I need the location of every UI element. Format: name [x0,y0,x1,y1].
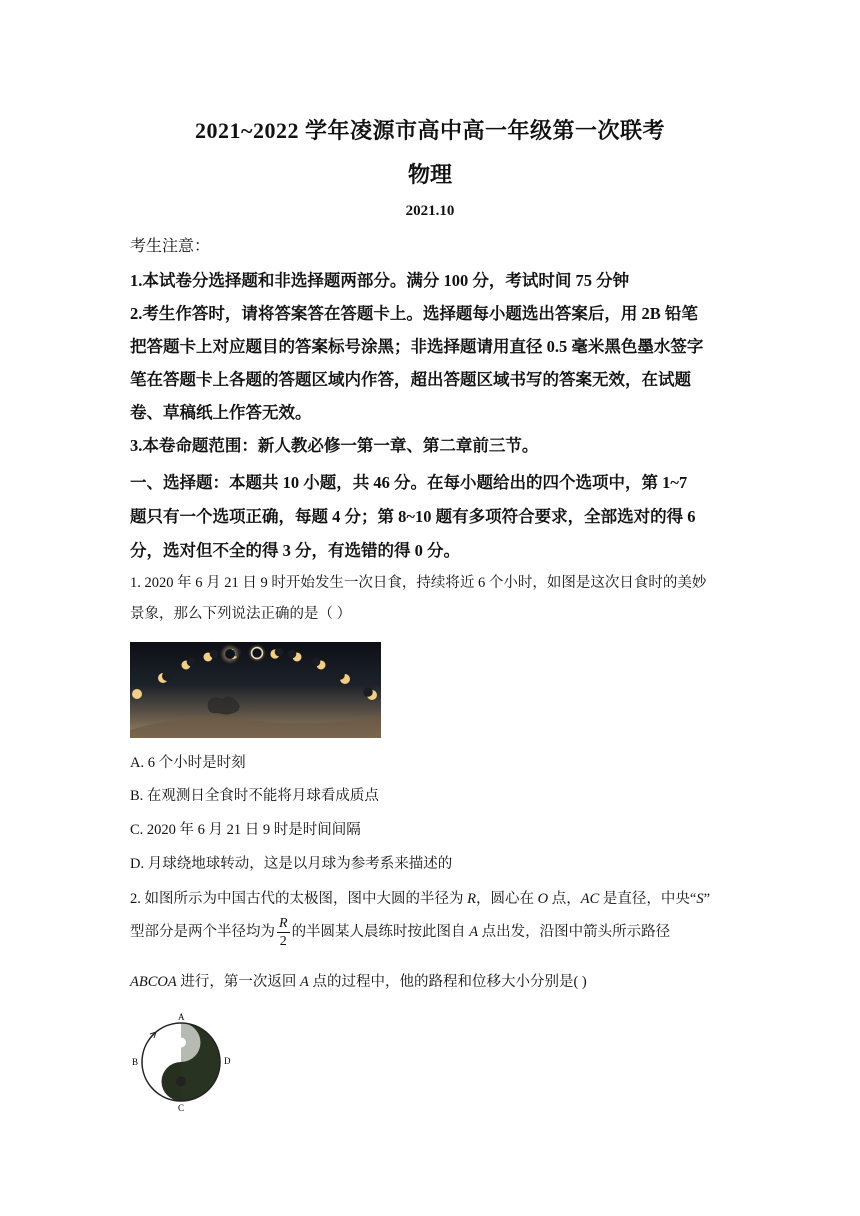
section-1-line-3: 分，选对但不全的得 3 分，有选错的得 0 分。 [130,541,460,560]
q1-stem-line-1: 1. 2020 年 6 月 21 日 9 时开始发生一次日食，持续将近 6 个小时，如图是这次日食时的美妙 [130,575,707,591]
notice-item-2-line-3: 笔在答题卡上各题的答题区域内作答，超出答题区域书写的答案无效，在试题 [130,370,691,389]
exam-title: 2021~2022 学年凌源市高中高一年级第一次联考 [195,118,665,143]
q2-stem-line-3: ABCOA 进行，第一次返回 A 点的过程中，他的路程和位移大小分别是( ) [130,974,587,990]
q1-stem-line-2: 景象，那么下列说法正确的是（ ） [130,606,352,622]
notice-heading: 考生注意： [130,238,211,255]
notice-item-2-line-2: 把答题卡上对应题目的答案标号涂黑；非选择题请用直径 0.5 毫米黑色墨水签字 [130,337,704,356]
q1-option-c: C. 2020 年 6 月 21 日 9 时是时间间隔 [130,822,361,838]
half-radius-fraction: $\frac{R}{2}$ [279,916,288,949]
q2-stem-line-1: 2. 如图所示为中国古代的太极图，图中大圆的半径为 R，圆心在 O 点，AC 是直径，中央“S” [130,891,710,907]
q1-option-d: D. 月球绕地球转动，这是以月球为参考系来描述的 [130,856,453,872]
exam-subject: 物理 [407,162,452,187]
label-a: A [178,1012,185,1022]
q1-option-a: A. 6 个小时是时刻 [130,755,246,771]
label-d: D [224,1056,231,1066]
q2-stem-line-2: 型部分是两个半径均为 $\frac{R}{2}$ 的半圆某人晨练时按此图自 A 点出发，沿图中箭头所示路径 [130,916,671,949]
notice-item-3: 3.本卷命题范围：新人教必修一第一章、第二章前三节。 [130,436,539,455]
label-b: B [132,1057,139,1067]
section-1-line-2: 题只有一个选项正确，每题 4 分；第 8~10 题有多项符合要求，全部选对的得 6 [130,507,696,526]
notice-item-2-line-1: 2.考生作答时，请将答案答在答题卡上。选择题每小题选出答案后，用 2B 铅笔 [130,304,698,323]
section-1-line-1: 一、选择题：本题共 10 小题，共 46 分。在每小题给出的四个选项中，第 1~7 [130,473,688,492]
eclipse-photo [130,642,381,738]
q1-option-b: B. 在观测日全食时不能将月球看成质点 [130,788,379,804]
notice-item-1: 1.本试卷分选择题和非选择题两部分。满分 100 分，考试时间 75 分钟 [130,271,630,290]
label-c: C [178,1103,185,1113]
taiji-diagram [128,1010,238,1114]
exam-date: 2021.10 [405,203,455,219]
notice-item-2-line-4: 卷、草稿纸上作答无效。 [130,403,312,422]
